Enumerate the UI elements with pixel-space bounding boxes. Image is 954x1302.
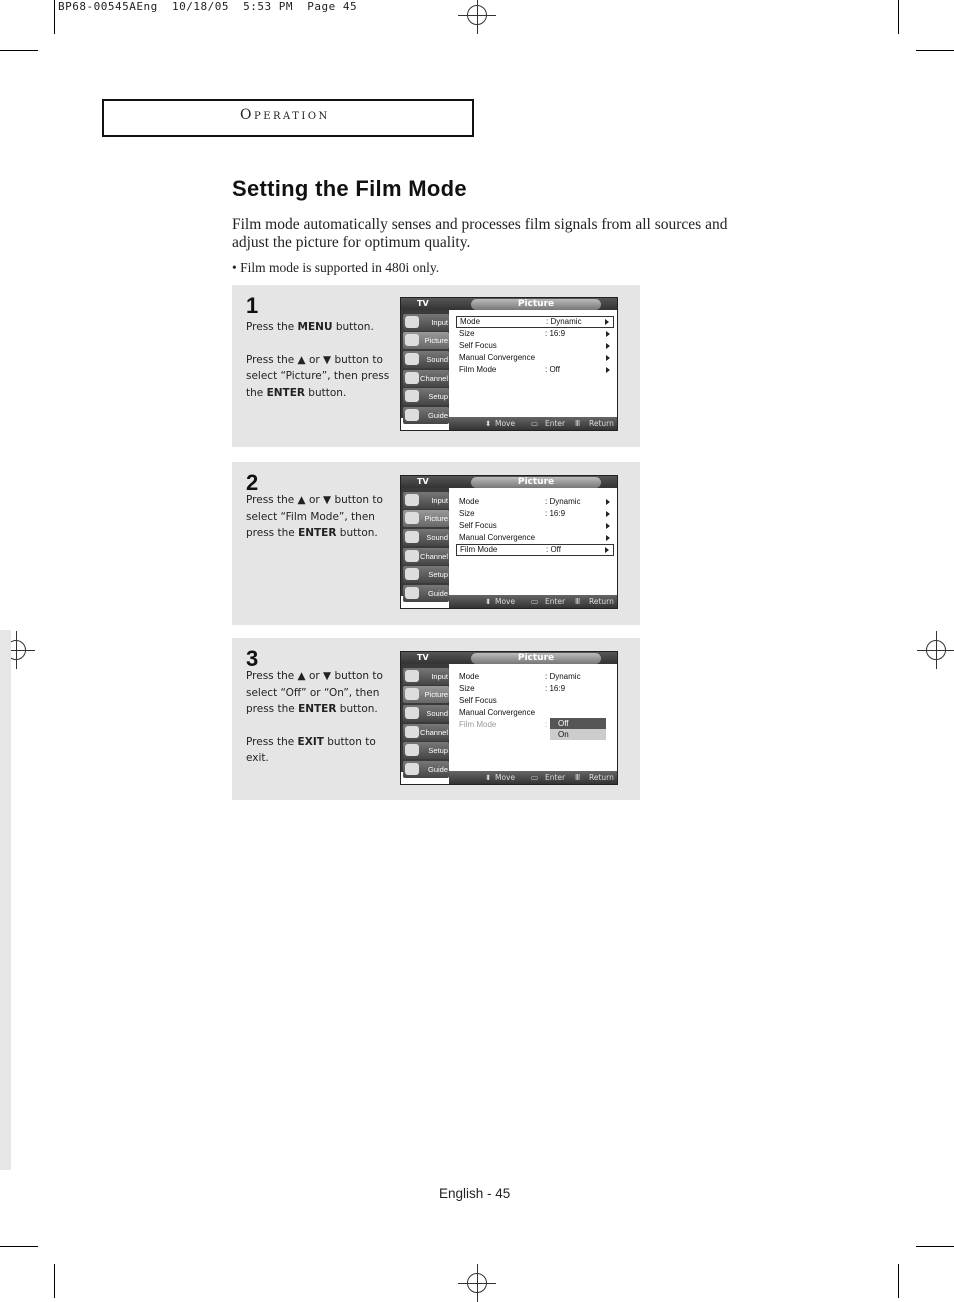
menu-help-bar: ⬍ Move ▭ Enter Ⅲ Return: [449, 417, 617, 430]
step-panel-3: [232, 638, 640, 800]
menu-row-film-mode[interactable]: Film Mode : Off: [456, 364, 614, 376]
crop-mark: [898, 1264, 899, 1298]
menu-row-manual-convergence[interactable]: Manual Convergence: [456, 532, 614, 544]
sidebar-item-sound[interactable]: Sound: [403, 351, 449, 368]
page-edge-strip: [0, 630, 11, 1170]
registration-mark-right: [926, 640, 946, 660]
sidebar-item-picture[interactable]: Picture: [403, 332, 449, 349]
source-label: TV: [417, 653, 429, 662]
instruction-line: Press the ▲ or ▼ button to select “Picture”, then press the ENTER button.: [246, 353, 390, 399]
sidebar-item-setup[interactable]: Setup: [403, 566, 449, 583]
crop-mark: [54, 1264, 55, 1298]
registration-mark-bottom: [467, 1273, 487, 1293]
step-number: 1: [246, 293, 259, 318]
menu-row-mode[interactable]: Mode : Dynamic: [459, 672, 581, 681]
menu-row-size[interactable]: Size : 16:9: [456, 508, 614, 520]
move-icon: ⬍: [485, 773, 492, 782]
input-icon: [405, 670, 419, 682]
picture-icon: [405, 512, 419, 524]
sidebar-item-channel[interactable]: Channel: [403, 724, 449, 741]
menu-sidebar: [401, 664, 449, 772]
return-icon: Ⅲ: [575, 773, 581, 782]
crop-mark: [0, 1246, 38, 1247]
return-icon: Ⅲ: [575, 597, 581, 606]
menu-row-self-focus[interactable]: Self Focus: [459, 696, 497, 705]
move-icon: ⬍: [485, 419, 492, 428]
instruction-line: Press the MENU button.: [246, 321, 374, 333]
menu-help-bar: ⬍ Move ▭ Enter Ⅲ Return: [449, 771, 617, 784]
menu-sidebar: [401, 488, 449, 596]
picture-icon: [405, 688, 419, 700]
enter-icon: ▭: [531, 597, 539, 606]
instruction-line: Press the ▲ or ▼ button to select “Off” or “On”, then press the ENTER button.: [246, 670, 383, 715]
arrow-right-icon: [606, 499, 610, 505]
menu-title: Picture: [471, 477, 601, 488]
arrow-right-icon: [606, 355, 610, 361]
setup-icon: [405, 568, 419, 580]
sidebar-item-picture[interactable]: Picture: [403, 686, 449, 703]
note-bullet: • Film mode is supported in 480i only.: [232, 260, 440, 275]
step-instructions: [246, 492, 394, 542]
sidebar-item-input[interactable]: Input: [403, 492, 449, 509]
sidebar-item-guide[interactable]: Guide: [403, 407, 449, 424]
step-number: 3: [246, 646, 259, 671]
option-on[interactable]: On: [550, 729, 606, 740]
crop-mark: [916, 1246, 954, 1247]
guide-icon: [405, 409, 419, 421]
move-icon: ⬍: [485, 597, 492, 606]
page-title: Setting the Film Mode: [232, 176, 467, 201]
setup-icon: [405, 744, 419, 756]
source-label: TV: [417, 477, 429, 486]
crop-mark: [916, 50, 954, 51]
instruction-line: Press the ▲ or ▼ button to select “Film Mode”, then press the ENTER button.: [246, 494, 383, 539]
menu-rows: [456, 316, 614, 376]
intro-paragraph: Film mode automatically senses and processes film signals from all sources and adjust the picture for optimum quality.: [232, 216, 728, 251]
step-panel-1: [232, 285, 640, 447]
step-number: 2: [246, 470, 259, 495]
sidebar-item-guide[interactable]: Guide: [403, 761, 449, 778]
menu-top-bar: [401, 476, 617, 488]
crop-mark: [0, 50, 38, 51]
sidebar-item-guide[interactable]: Guide: [403, 585, 449, 602]
sidebar-item-input[interactable]: Input: [403, 668, 449, 685]
sound-icon: [405, 531, 419, 543]
step-panel-2: [232, 462, 640, 625]
sidebar-item-setup[interactable]: Setup: [403, 388, 449, 405]
menu-row-manual-convergence[interactable]: Manual Convergence: [456, 352, 614, 364]
arrow-right-icon: [606, 523, 610, 529]
menu-row-size[interactable]: Size : 16:9: [459, 684, 566, 693]
tv-menu-screen: [400, 475, 618, 609]
sidebar-item-channel[interactable]: Channel: [403, 548, 449, 565]
sidebar-item-sound[interactable]: Sound: [403, 705, 449, 722]
arrow-right-icon: [605, 547, 609, 553]
section-label: Operation: [240, 107, 330, 123]
arrow-right-icon: [606, 343, 610, 349]
menu-help-bar: ⬍ Move ▭ Enter Ⅲ Return: [449, 595, 617, 608]
channel-icon: [405, 726, 419, 738]
menu-row-manual-convergence[interactable]: Manual Convergence: [459, 708, 536, 717]
guide-icon: [405, 763, 419, 775]
menu-title: Picture: [471, 299, 601, 310]
input-icon: [405, 494, 419, 506]
picture-icon: [405, 334, 419, 346]
sidebar-item-sound[interactable]: Sound: [403, 529, 449, 546]
sidebar-item-setup[interactable]: Setup: [403, 742, 449, 759]
menu-row-mode[interactable]: Mode : Dynamic: [456, 316, 614, 328]
sidebar-item-input[interactable]: Input: [403, 314, 449, 331]
crop-mark: [54, 0, 55, 34]
enter-icon: ▭: [531, 773, 539, 782]
crop-mark: [898, 0, 899, 34]
instruction-line: Press the EXIT button to exit.: [246, 735, 376, 764]
guide-icon: [405, 587, 419, 599]
film-mode-options: [550, 718, 606, 740]
arrow-right-icon: [606, 511, 610, 517]
menu-row-self-focus[interactable]: Self Focus: [456, 340, 614, 352]
source-label: TV: [417, 299, 429, 308]
option-off[interactable]: Off: [550, 718, 606, 729]
tv-menu-screen: [400, 297, 618, 431]
arrow-right-icon: [605, 319, 609, 325]
arrow-right-icon: [606, 331, 610, 337]
menu-row-self-focus[interactable]: Self Focus: [456, 520, 614, 532]
registration-mark-top: [467, 5, 487, 25]
channel-icon: [405, 372, 419, 384]
step-instructions: [246, 668, 394, 767]
menu-sidebar: [401, 310, 449, 418]
sound-icon: [405, 707, 419, 719]
arrow-right-icon: [606, 367, 610, 373]
menu-top-bar: [401, 298, 617, 310]
menu-row-size[interactable]: Size : 16:9: [456, 328, 614, 340]
menu-row-film-mode[interactable]: Film Mode : Off: [456, 544, 614, 556]
enter-icon: ▭: [531, 419, 539, 428]
page-footer: English - 45: [439, 1186, 511, 1201]
sidebar-item-picture[interactable]: Picture: [403, 510, 449, 527]
input-icon: [405, 316, 419, 328]
sidebar-item-channel[interactable]: Channel: [403, 370, 449, 387]
menu-row-mode[interactable]: Mode : Dynamic: [456, 496, 614, 508]
tv-menu-screen: [400, 651, 618, 785]
step-instructions: [246, 319, 394, 401]
menu-top-bar: [401, 652, 617, 664]
setup-icon: [405, 390, 419, 402]
print-header: BP68-00545AEng 10/18/05 5:53 PM Page 45: [58, 0, 358, 13]
return-icon: Ⅲ: [575, 419, 581, 428]
sound-icon: [405, 353, 419, 365]
menu-title: Picture: [471, 653, 601, 664]
menu-rows: [456, 496, 614, 556]
arrow-right-icon: [606, 535, 610, 541]
menu-row-film-mode[interactable]: Film Mode :: [459, 720, 548, 729]
channel-icon: [405, 550, 419, 562]
